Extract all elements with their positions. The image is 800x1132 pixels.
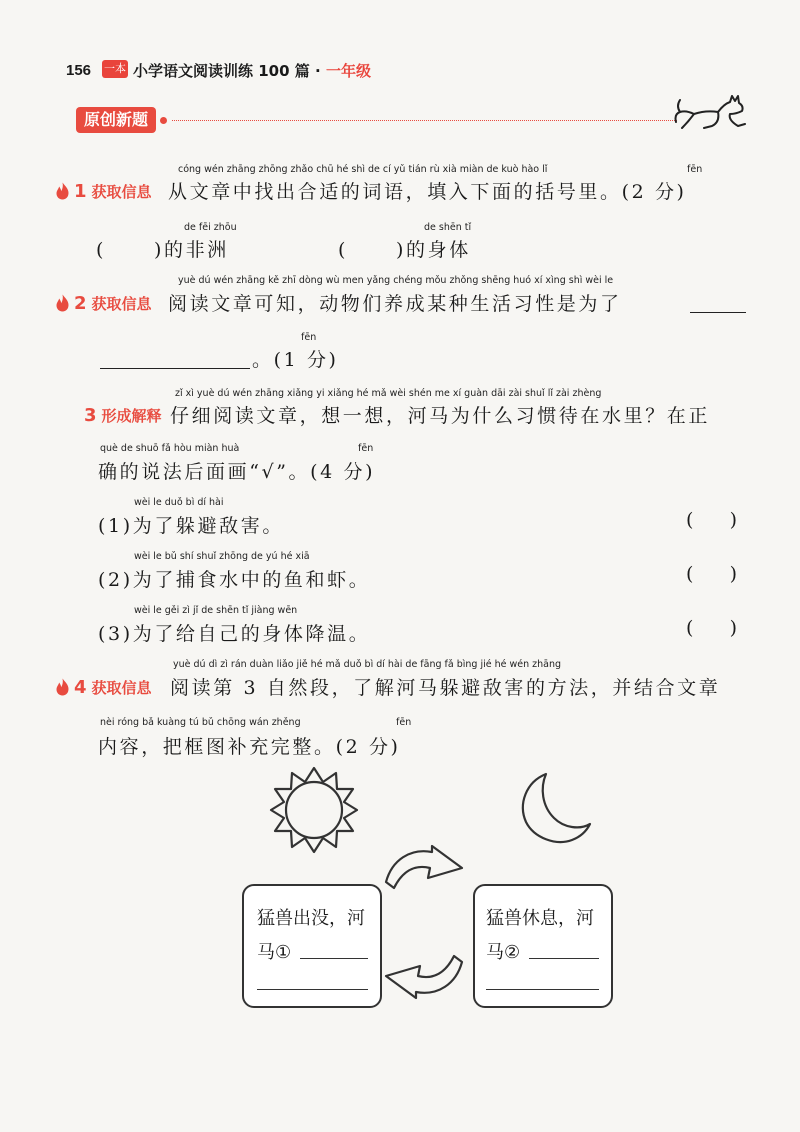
night-answer-line-1[interactable] [529,958,599,959]
q3-pinyin-2-score: fēn [358,443,374,454]
q3-option-1-checkbox[interactable]: ( ) [686,509,738,531]
q1-blank1-label: )的非洲 [154,239,229,261]
q1-tag: 获取信息 [91,183,152,201]
day-box [242,884,382,1008]
q3-option-1-pinyin: wèi le duǒ bì dí hài [134,497,224,508]
q3-option-2-pinyin: wèi le bǔ shí shuǐ zhōng de yú hé xiā [134,551,310,562]
q2-score: 。(1 分) [252,349,339,371]
day-answer-line-1[interactable] [300,958,368,959]
night-box-line-1: 猛兽休息，河 [486,908,594,929]
q3-option-3-pinyin: wèi le gěi zì jǐ de shēn tǐ jiàng wēn [134,605,298,616]
cycle-arrow-icon [378,838,470,1006]
q3-number: 3 [84,405,97,426]
q4-header [56,677,152,698]
q2-pinyin-score: fēn [301,332,317,343]
night-box [473,884,613,1008]
day-answer-line-2[interactable] [257,989,368,990]
q2-tag: 获取信息 [91,295,152,313]
q1-text: 从文章中找出合适的词语，填入下面的括号里。(2 分) [168,181,687,203]
q2-number: 2 [74,293,87,314]
night-box-line-2: 马② [486,942,521,963]
section-dot [160,117,167,124]
day-box-line-2: 马① [257,942,292,963]
q2-text: 阅读文章可知，动物们养成某种生活习性是为了 [168,293,622,315]
q3-text: 仔细阅读文章，想一想，河马为什么习惯待在水里？在正 [170,405,711,427]
q4-text-2: 内容，把框图补充完整。(2 分) [98,736,401,758]
q3-option-3: (3)为了给自己的身体降温。 [98,623,371,645]
q1-blank2-label: )的身体 [396,239,471,261]
q1-blank1-open: ( [96,239,107,261]
book-badge: 一本 [102,60,128,78]
fire-icon [56,678,69,696]
q4-tag: 获取信息 [91,679,152,697]
q3-option-2: (2)为了捕食水中的鱼和虾。 [98,569,371,591]
q3-pinyin: zǐ xì yuè dú wén zhāng xiǎng yi xiǎng hé mǎ wèi shén me xí guàn dāi zài shuǐ lǐ zài zhèng [175,388,602,399]
q2-answer-line-1[interactable] [690,292,746,313]
q1-pinyin: cóng wén zhāng zhōng zhǎo chū hé shì de cí yǔ tián rù xià miàn de kuò hào lǐ [178,164,548,175]
q1-blank2-open: ( [338,239,349,261]
cat-icon [672,92,752,134]
q4-number: 4 [74,677,87,698]
q2-answer-line-2[interactable] [100,348,250,369]
day-box-line-1: 猛兽出没，河 [257,908,365,929]
q4-text: 阅读第 3 自然段，了解河马躲避敌害的方法，并结合文章 [170,677,721,699]
q3-header [84,405,162,426]
q4-pinyin: yuè dú dì zì rán duàn liǎo jiě hé mǎ duǒ bì dí hài de fāng fǎ bìng jié hé wén zhāng [173,659,562,670]
q3-pinyin-2: què de shuō fǎ hòu miàn huà [100,443,240,454]
section-divider [172,120,677,121]
fire-icon [56,294,69,312]
q2-header [56,293,152,314]
q3-option-2-checkbox[interactable]: ( ) [686,563,738,585]
q2-pinyin: yuè dú wén zhāng kě zhī dòng wù men yǎng chéng mǒu zhǒng shēng huó xí xìng shì wèi le [178,275,614,286]
q1-blank1-pinyin: de fēi zhōu [184,222,237,233]
q3-tag: 形成解释 [101,407,162,425]
book-title [133,60,371,81]
q4-pinyin-2-score: fēn [396,717,412,728]
q1-number: 1 [74,181,87,202]
q1-blank1 [96,235,229,262]
moon-icon [512,768,596,848]
section-title: 原创新题 [76,107,156,133]
q1-header [56,181,152,202]
q4-pinyin-2: nèi róng bǎ kuàng tú bǔ chōng wán zhěng [100,717,301,728]
q1-blank2-pinyin: de shēn tǐ [424,222,472,233]
q3-option-1: (1)为了躲避敌害。 [98,515,284,537]
grade-label: 一年级 [325,62,371,80]
q3-text-2: 确的说法后面画“√”。(4 分) [98,461,376,483]
sun-icon [268,764,360,856]
q3-option-3-checkbox[interactable]: ( ) [686,617,738,639]
title-separator: · [315,62,321,80]
book-title-text: 小学语文阅读训练 100 篇 [133,62,310,80]
fire-icon [56,182,69,200]
page-number: 156 [66,62,92,79]
night-answer-line-2[interactable] [486,989,599,990]
q1-pinyin-score: fēn [687,164,703,175]
q1-blank2 [338,235,471,262]
